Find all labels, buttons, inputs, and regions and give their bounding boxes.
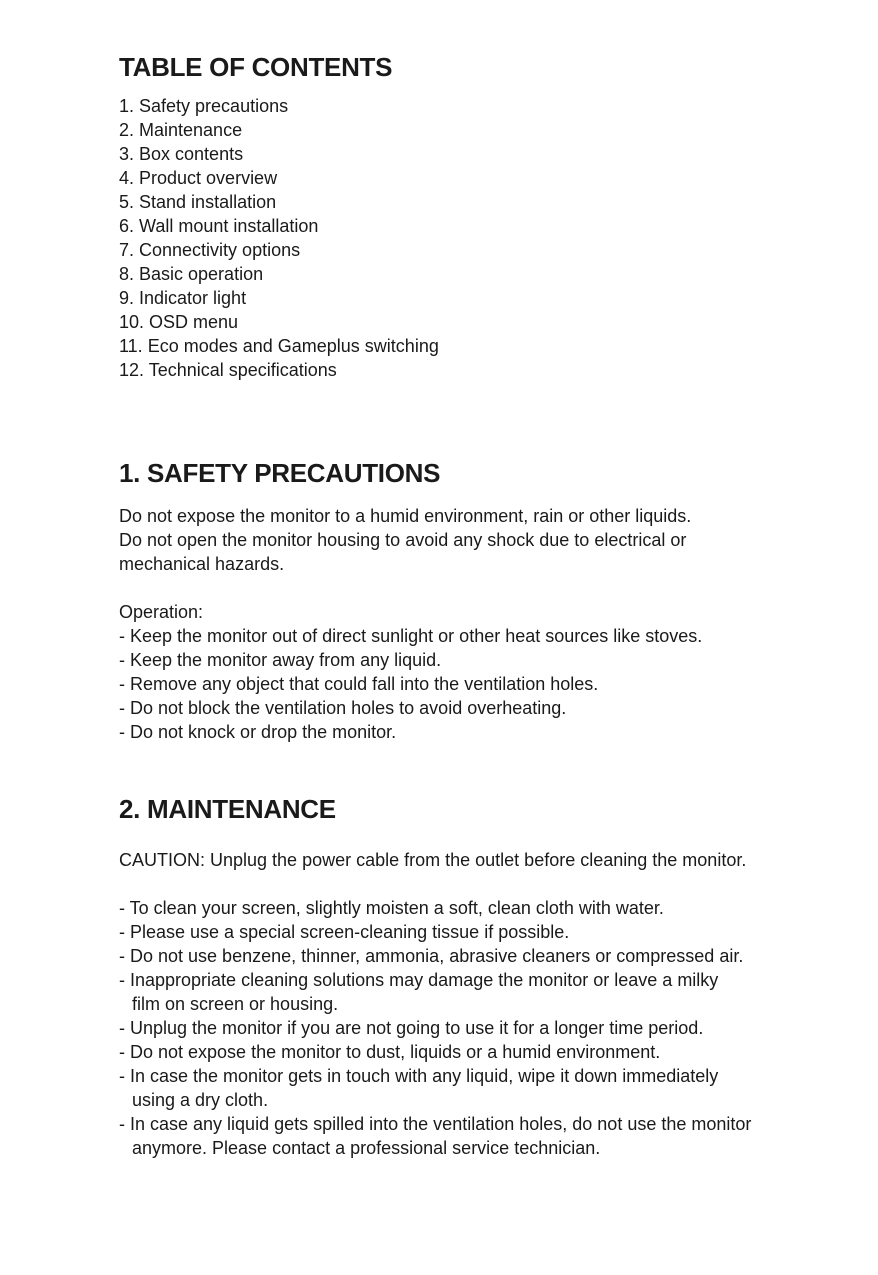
maintenance-item (119, 896, 819, 920)
maintenance-item (119, 968, 819, 1016)
operation-label: Operation: (119, 602, 204, 622)
toc-item: 8. Basic operation (119, 264, 264, 284)
toc-section (119, 52, 819, 382)
toc-list (119, 94, 819, 382)
maintenance-item (119, 1040, 819, 1064)
safety-intro-line: Do not open the monitor housing to avoid any shock due to electrical or (119, 530, 687, 550)
maintenance-item-line: - To clean your screen, slightly moisten a soft, clean cloth with water. (119, 898, 664, 918)
operation-item: - Remove any object that could fall into the ventilation holes. (119, 674, 599, 694)
maintenance-item-line: - Inappropriate cleaning solutions may damage the monitor or leave a milky (119, 970, 719, 990)
maintenance-item-line: - Do not use benzene, thinner, ammonia, abrasive cleaners or compressed air. (119, 946, 744, 966)
safety-intro-line: Do not expose the monitor to a humid environment, rain or other liquids. (119, 506, 692, 526)
maintenance-item (119, 920, 819, 944)
toc-item: 4. Product overview (119, 168, 278, 188)
maintenance-title: 2. MAINTENANCE (119, 794, 336, 824)
maintenance-item (119, 944, 819, 968)
maintenance-item-continuation: using a dry cloth. (132, 1090, 269, 1110)
maintenance-caution: CAUTION: Unplug the power cable from the outlet before cleaning the monitor. (119, 850, 747, 870)
safety-title: 1. SAFETY PRECAUTIONS (119, 458, 441, 488)
toc-item: 7. Connectivity options (119, 240, 301, 260)
operation-item: - Do not block the ventilation holes to avoid overheating. (119, 698, 567, 718)
toc-item: 3. Box contents (119, 144, 244, 164)
maintenance-list (119, 896, 819, 1160)
toc-item: 9. Indicator light (119, 288, 247, 308)
maintenance-item-line: - Please use a special screen-cleaning tissue if possible. (119, 922, 570, 942)
toc-item: 2. Maintenance (119, 120, 243, 140)
operation-item: - Keep the monitor out of direct sunlight or other heat sources like stoves. (119, 626, 703, 646)
safety-intro-line: mechanical hazards. (119, 554, 285, 574)
maintenance-item (119, 1112, 819, 1160)
maintenance-item-line: - Unplug the monitor if you are not going to use it for a longer time period. (119, 1018, 704, 1038)
toc-title: TABLE OF CONTENTS (119, 52, 393, 82)
operation-item: - Do not knock or drop the monitor. (119, 722, 397, 742)
maintenance-item-line: - In case any liquid gets spilled into the ventilation holes, do not use the monitor (119, 1114, 752, 1134)
maintenance-item-line: - In case the monitor gets in touch with any liquid, wipe it down immediately (119, 1066, 719, 1086)
toc-item: 11. Eco modes and Gameplus switching (119, 336, 439, 356)
toc-item: 6. Wall mount installation (119, 216, 319, 236)
operation-list (119, 624, 819, 744)
maintenance-item (119, 1064, 819, 1112)
toc-item: 5. Stand installation (119, 192, 277, 212)
maintenance-item-line: - Do not expose the monitor to dust, liquids or a humid environment. (119, 1042, 661, 1062)
toc-item: 12. Technical specifications (119, 360, 337, 380)
safety-intro (119, 504, 819, 576)
toc-item: 1. Safety precautions (119, 96, 289, 116)
toc-item: 10. OSD menu (119, 312, 239, 332)
maintenance-section (119, 794, 819, 1160)
maintenance-item-continuation: film on screen or housing. (132, 994, 339, 1014)
safety-section (119, 458, 819, 744)
maintenance-item-continuation: anymore. Please contact a professional service technician. (132, 1138, 601, 1158)
maintenance-item (119, 1016, 819, 1040)
operation-item: - Keep the monitor away from any liquid. (119, 650, 442, 670)
